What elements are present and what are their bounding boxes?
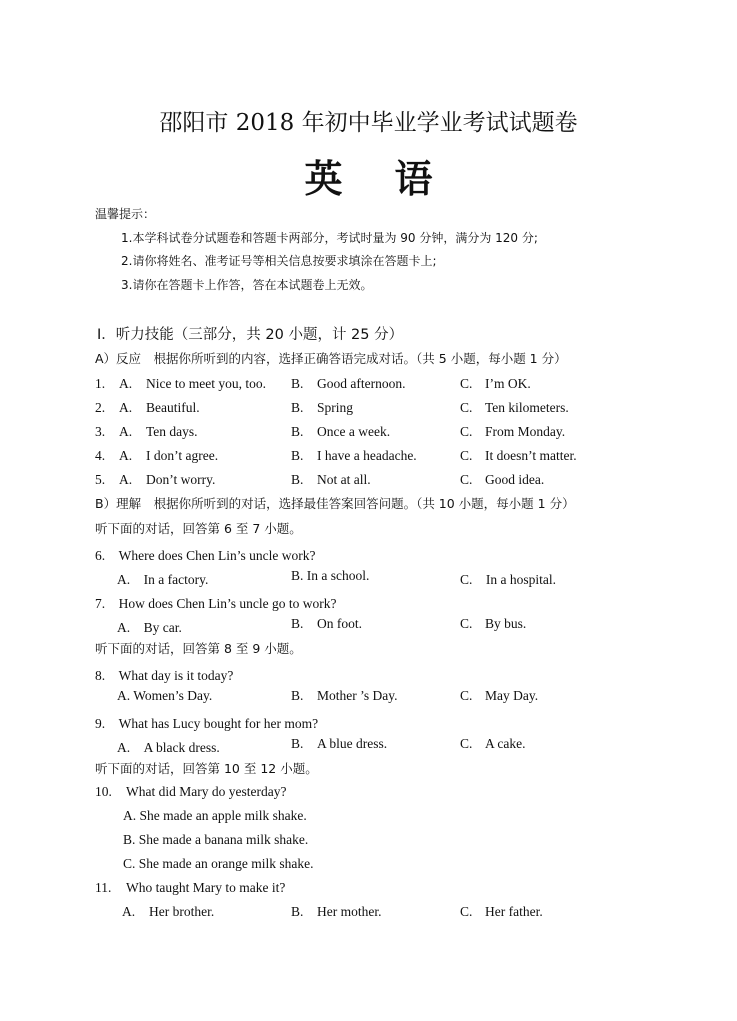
q6-option-a: A. In a factory. <box>117 572 209 587</box>
q3-a-label: A. <box>119 424 133 439</box>
q2-c-label: C. <box>460 400 473 415</box>
q9-stem: 9. What has Lucy bought for her mom? <box>95 716 319 731</box>
section-1-title: Ⅰ．听力技能（三部分，共 20 小题，计 25 分） <box>97 327 404 343</box>
q11-option-a: Her brother. <box>149 904 215 919</box>
q1-option-a: Nice to meet you, too. <box>146 376 266 391</box>
q11-option-c: Her father. <box>485 904 543 919</box>
q8-option-c: May Day. <box>485 688 539 703</box>
q2-option-b: Spring <box>317 400 354 415</box>
q1-b-label: B. <box>291 376 304 391</box>
q8-option-b: Mother ’s Day. <box>317 688 398 703</box>
q7-option-a: A. By car. <box>117 620 182 635</box>
q2-option-c: Ten kilometers. <box>485 400 569 415</box>
q10-stem: What did Mary do yesterday? <box>126 784 287 799</box>
q3-option-b: Once a week. <box>317 424 391 439</box>
part-a-heading: A）反应 根据你所听到的内容，选择正确答语完成对话。（共 5 小题，每小题 1 分） <box>95 351 567 366</box>
q4-option-c: It doesn’t matter. <box>485 448 577 463</box>
q6-option-b: B. In a school. <box>291 568 370 583</box>
dialog-instruction-1: 听下面的对话，回答第 6 至 7 小题。 <box>95 521 302 536</box>
q7-c-label: C. <box>460 616 473 631</box>
q1-a-label: A. <box>119 376 133 391</box>
notice-item-3: 3.请你在答题卡上作答，答在本试题卷上无效。 <box>121 278 373 292</box>
part-b-heading: B）理解 根据你所听到的对话，选择最佳答案回答问题。（共 10 小题，每小题 1 分） <box>95 496 575 511</box>
q7-b-label: B. <box>291 616 304 631</box>
q10-number: 10. <box>95 784 112 799</box>
subject-char-1: 英 <box>304 156 343 201</box>
q6-stem: 6. Where does Chen Lin’s uncle work? <box>95 548 316 563</box>
q8-b-label: B. <box>291 688 304 703</box>
q9-c-label: C. <box>460 736 473 751</box>
q5-option-c: Good idea. <box>485 472 545 487</box>
q2-option-a: Beautiful. <box>146 400 200 415</box>
q4-a-label: A. <box>119 448 133 463</box>
q2-number: 2. <box>95 400 106 415</box>
q2-a-label: A. <box>119 400 133 415</box>
q10-option-b: B. She made a banana milk shake. <box>123 832 309 847</box>
q3-number: 3. <box>95 424 106 439</box>
q5-option-b: Not at all. <box>317 472 371 487</box>
q11-b-label: B. <box>291 904 304 919</box>
q4-option-b: I have a headache. <box>317 448 417 463</box>
q4-b-label: B. <box>291 448 304 463</box>
q5-b-label: B. <box>291 472 304 487</box>
q9-b-label: B. <box>291 736 304 751</box>
notice-item-2: 2.请你将姓名、准考证号等相关信息按要求填涂在答题卡上; <box>121 254 437 268</box>
dialog-instruction-3: 听下面的对话，回答第 10 至 12 小题。 <box>95 761 318 776</box>
q10-option-a: A. She made an apple milk shake. <box>123 808 307 823</box>
dialog-instruction-2: 听下面的对话，回答第 8 至 9 小题。 <box>95 641 302 656</box>
q9-option-c: A cake. <box>485 736 526 751</box>
q2-b-label: B. <box>291 400 304 415</box>
q8-c-label: C. <box>460 688 473 703</box>
q1-option-b: Good afternoon. <box>317 376 406 391</box>
q1-option-c: I’m OK. <box>485 376 531 391</box>
q4-number: 4. <box>95 448 106 463</box>
q3-b-label: B. <box>291 424 304 439</box>
q5-a-label: A. <box>119 472 133 487</box>
q1-number: 1. <box>95 376 106 391</box>
q7-option-c: By bus. <box>485 616 527 631</box>
q3-c-label: C. <box>460 424 473 439</box>
q7-option-b: On foot. <box>317 616 362 631</box>
q5-number: 5. <box>95 472 106 487</box>
notice-item-1: 1.本学科试卷分试题卷和答题卡两部分，考试时量为 90 分钟，满分为 120 分; <box>121 231 538 245</box>
subject-title <box>0 148 737 203</box>
q3-option-a: Ten days. <box>146 424 198 439</box>
q11-number: 11. <box>95 880 112 895</box>
q8-stem: 8. What day is it today? <box>95 668 234 683</box>
q11-stem: Who taught Mary to make it? <box>126 880 286 895</box>
q6-option-c: C. In a hospital. <box>460 572 556 587</box>
q3-option-c: From Monday. <box>485 424 566 439</box>
q11-option-b: Her mother. <box>317 904 382 919</box>
q4-option-a: I don’t agree. <box>146 448 219 463</box>
exam-title: 邵阳市 2018 年初中毕业学业考试试题卷 <box>159 110 578 136</box>
q7-stem: 7. How does Chen Lin’s uncle go to work? <box>95 596 337 611</box>
q1-c-label: C. <box>460 376 473 391</box>
q11-a-label: A. <box>122 904 136 919</box>
q9-option-a: A. A black dress. <box>117 740 220 755</box>
q11-c-label: C. <box>460 904 473 919</box>
q5-option-a: Don’t worry. <box>146 472 216 487</box>
q9-option-b: A blue dress. <box>317 736 388 751</box>
subject-char-2: 语 <box>394 156 433 201</box>
q5-c-label: C. <box>460 472 473 487</box>
notice-label: 温馨提示： <box>95 207 156 221</box>
q8-option-a: A. Women’s Day. <box>117 688 213 703</box>
q4-c-label: C. <box>460 448 473 463</box>
q10-option-c: C. She made an orange milk shake. <box>123 856 314 871</box>
